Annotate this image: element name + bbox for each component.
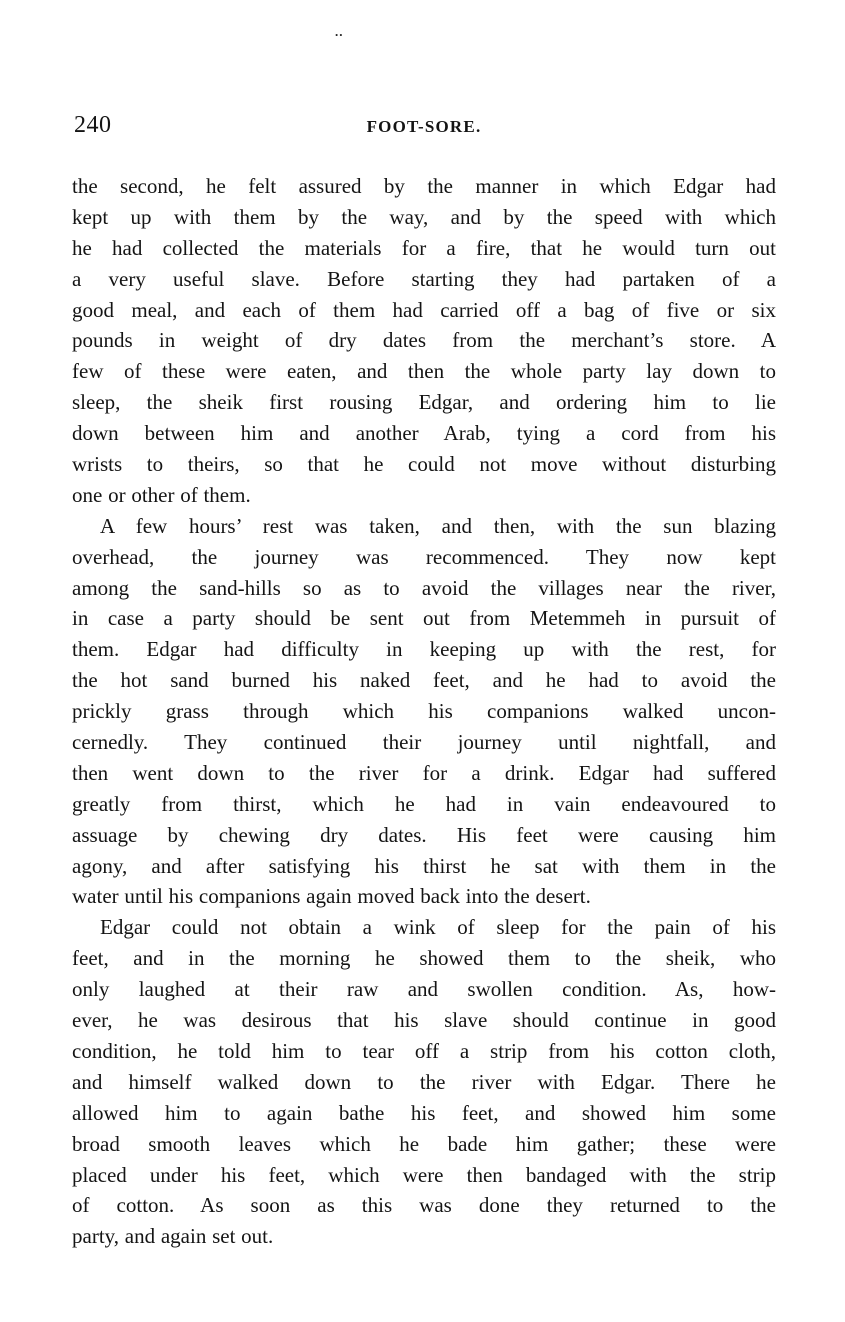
paragraph	[72, 511, 776, 913]
text-line: greatly from thirst, which he had in vain endeavoured to	[72, 791, 776, 816]
text-line: Edgar could not obtain a wink of sleep for the pain of his	[100, 915, 776, 940]
text-line: ever, he was desirous that his slave should continue in good	[72, 1008, 776, 1033]
text-line: and himself walked down to the river with Edgar. There he	[72, 1069, 776, 1094]
text-line: water until his companions again moved back into the desert.	[72, 884, 591, 909]
text-line: the hot sand burned his naked feet, and he had to avoid the	[72, 668, 776, 693]
text-line: allowed him to again bathe his feet, and showed him some	[72, 1100, 776, 1125]
text-line: cernedly. They continued their journey until nightfall, and	[72, 730, 776, 755]
text-line: sleep, the sheik first rousing Edgar, and ordering him to lie	[72, 390, 776, 415]
text-line: he had collected the materials for a fire, that he would turn out	[72, 235, 776, 260]
text-line: among the sand-hills so as to avoid the villages near the river,	[72, 575, 776, 600]
text-line: pounds in weight of dry dates from the merchant’s store. A	[72, 328, 776, 353]
text-line: the second, he felt assured by the manner in which Edgar had	[72, 174, 776, 198]
paragraph	[72, 912, 776, 1252]
text-line: party, and again set out.	[72, 1224, 274, 1249]
text-line: placed under his feet, which were then bandaged with the strip	[72, 1162, 776, 1187]
scan-artifact: ..	[335, 24, 344, 39]
page-number: 240	[74, 112, 112, 138]
text-line: condition, he told him to tear off a strip from his cotton cloth,	[72, 1038, 776, 1063]
text-line: in case a party should be sent out from Metemmeh in pursuit of	[72, 606, 776, 631]
page-header	[72, 112, 776, 146]
text-line: few of these were eaten, and then the whole party lay down to	[72, 359, 776, 384]
text-line: kept up with them by the way, and by the speed with which	[72, 204, 776, 229]
text-line: overhead, the journey was recommenced. They now kept	[72, 544, 776, 569]
text-line: feet, and in the morning he showed them to the sheik, who	[72, 946, 776, 971]
text-line: then went down to the river for a drink. Edgar had suffered	[72, 760, 776, 785]
text-line: one or other of them.	[72, 482, 251, 507]
text-line: of cotton. As soon as this was done they returned to the	[72, 1193, 776, 1218]
text-line: down between him and another Arab, tying a cord from his	[72, 421, 776, 446]
text-line: A few hours’ rest was taken, and then, with the sun blazing	[100, 513, 776, 538]
text-line: them. Edgar had difficulty in keeping up with the rest, for	[72, 637, 776, 662]
text-line: a very useful slave. Before starting they had partaken of a	[72, 266, 776, 291]
text-line: good meal, and each of them had carried off a bag of five or six	[72, 297, 776, 322]
text-line: assuage by chewing dry dates. His feet were causing him	[72, 822, 776, 847]
book-page	[72, 0, 776, 1252]
text-line: agony, and after satisfying his thirst he sat with them in the	[72, 853, 776, 878]
text-line: prickly grass through which his companions walked uncon-	[72, 699, 776, 724]
running-title: FOOT-SORE.	[366, 117, 482, 136]
text-line: only laughed at their raw and swollen condition. As, how-	[72, 977, 776, 1002]
text-line: wrists to theirs, so that he could not move without disturbing	[72, 452, 776, 477]
page-body	[72, 171, 776, 1252]
paragraph	[72, 171, 776, 511]
text-line: broad smooth leaves which he bade him gather; these were	[72, 1131, 776, 1156]
